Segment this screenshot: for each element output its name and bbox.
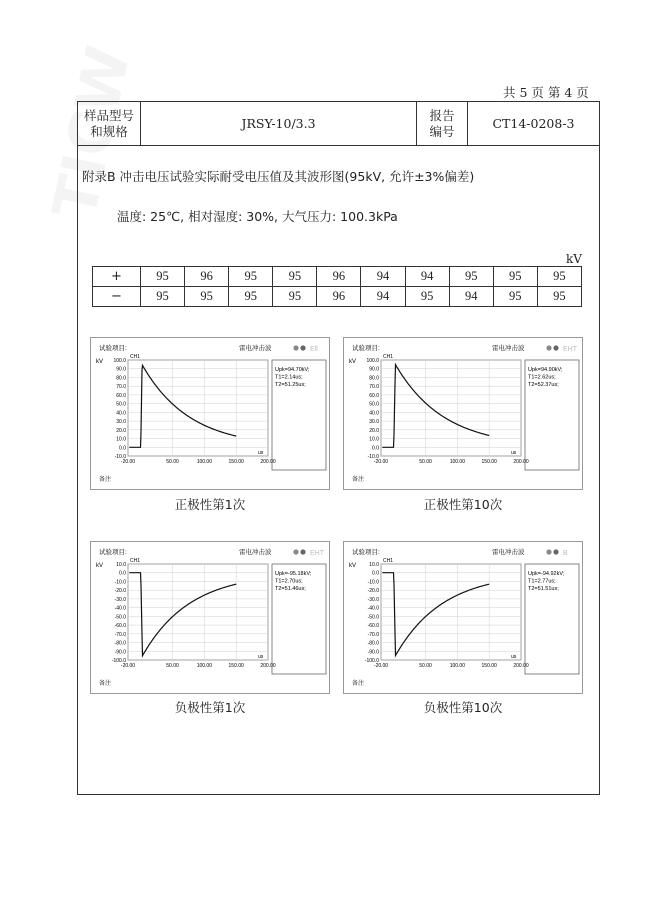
x-tick-label: 150.00 [481, 459, 497, 465]
y-tick-label: 80.0 [116, 375, 126, 382]
y-unit-label: kV [96, 359, 104, 365]
y-tick-label: -60.0 [367, 623, 379, 630]
status-dot-icon [300, 345, 305, 350]
reading-text: T2=51.46us; [275, 586, 306, 592]
y-tick-label: -40.0 [367, 605, 379, 612]
waveform-panel [90, 541, 330, 694]
y-tick-label: 0.0 [372, 445, 379, 452]
x-tick-label: 200.00 [513, 663, 529, 669]
y-tick-label: 40.0 [116, 410, 126, 417]
panel-footer-label: 备注 [99, 477, 112, 483]
x-unit-label: us [511, 450, 517, 456]
value-cell: 94 [449, 287, 493, 307]
value-cell: 95 [493, 267, 537, 287]
y-tick-label: 0.0 [372, 570, 379, 577]
panel-footer-label: 备注 [99, 681, 112, 687]
value-cell: 94 [361, 287, 405, 307]
model-label [78, 102, 141, 146]
panel-mode-label: 雷电冲击波 [492, 549, 525, 556]
status-dot-icon [553, 345, 558, 350]
report-label-line1: 报告 [429, 107, 455, 123]
sign-cell: − [93, 287, 141, 307]
panel-status-text: B [563, 550, 568, 557]
page-counter: 共 5 页 第 4 页 [503, 85, 589, 100]
value-cell: 95 [185, 287, 229, 307]
panel-status-text: EHT [563, 346, 577, 353]
panel-status-text: Ell [310, 346, 318, 353]
channel-label: CH1 [383, 354, 394, 360]
y-tick-label: 50.0 [116, 401, 126, 408]
value-cell: 95 [229, 287, 273, 307]
report-label [417, 102, 468, 146]
y-tick-label: 40.0 [369, 410, 379, 417]
x-tick-label: 50.00 [419, 663, 432, 669]
y-tick-label: -30.0 [367, 596, 379, 603]
value-cell: 95 [405, 287, 449, 307]
y-tick-label: 60.0 [369, 392, 379, 399]
reading-text: T2=51.51us; [528, 586, 559, 592]
panel-footer-label: 备注 [352, 477, 365, 483]
x-tick-label: 150.00 [228, 459, 244, 465]
x-tick-label: -20.00 [373, 459, 389, 465]
x-tick-label: 200.00 [260, 663, 276, 669]
panel-title-label: 试验项目: [99, 549, 127, 556]
x-tick-label: -20.00 [120, 459, 136, 465]
waveform-caption: 正极性第10次 [423, 497, 503, 512]
table-row [93, 267, 582, 287]
plot-area [128, 360, 268, 456]
value-cell: 95 [537, 287, 581, 307]
y-tick-label: 70.0 [116, 384, 126, 391]
y-tick-label: 0.0 [119, 570, 126, 577]
y-tick-label: 80.0 [369, 375, 379, 382]
y-tick-label: 30.0 [369, 419, 379, 426]
y-tick-label: -30.0 [114, 596, 126, 603]
x-tick-label: 150.00 [228, 663, 244, 669]
panel-title-label: 试验项目: [99, 345, 127, 352]
reading-text: T2=52.37us; [528, 382, 559, 388]
reading-text: Upk=94.90kV; [528, 367, 563, 373]
waveform-panel [90, 337, 330, 490]
appendix-title: 附录B 冲击电压试验实际耐受电压值及其波形图(95kV, 允许±3%偏差) [82, 169, 475, 184]
x-tick-label: 150.00 [481, 663, 497, 669]
y-tick-label: -80.0 [367, 640, 379, 647]
waveform-plot [91, 542, 331, 695]
channel-label: CH1 [130, 558, 141, 564]
status-dot-icon [553, 549, 558, 554]
y-tick-label: -70.0 [114, 631, 126, 638]
y-tick-label: 100.0 [113, 358, 126, 364]
reading-text: T1=2.77us; [528, 578, 556, 585]
y-tick-label: 50.0 [369, 401, 379, 408]
y-tick-label: 90.0 [369, 366, 379, 373]
y-tick-label: 20.0 [369, 427, 379, 434]
y-tick-label: -10.0 [367, 454, 379, 460]
status-dot-icon [293, 549, 298, 554]
reading-text: Upk=-95.18kV; [275, 571, 312, 577]
channel-label: CH1 [383, 558, 394, 564]
value-cell: 95 [449, 267, 493, 287]
model-label-line1: 样品型号 [83, 107, 134, 123]
value-cell: 94 [361, 267, 405, 287]
x-tick-label: 100.00 [449, 459, 466, 465]
y-unit-label: kV [349, 359, 357, 365]
waveform-plot [344, 542, 584, 695]
report-label-line2: 编号 [429, 123, 455, 139]
status-dot-icon [293, 345, 298, 350]
x-tick-label: 200.00 [260, 459, 276, 465]
sign-cell: + [93, 267, 141, 287]
y-tick-label: -10.0 [114, 579, 126, 586]
reading-text: Upk=-94.92kV; [528, 571, 565, 577]
y-tick-label: -90.0 [114, 649, 126, 656]
y-tick-label: 10.0 [369, 436, 379, 443]
channel-label: CH1 [130, 354, 141, 360]
waveform-caption: 负极性第1次 [174, 700, 246, 715]
y-tick-label: 70.0 [369, 384, 379, 391]
reading-text: T1=2.70us; [275, 578, 303, 585]
x-unit-label: us [258, 450, 264, 456]
x-tick-label: 50.00 [419, 459, 432, 465]
value-cell: 96 [185, 267, 229, 287]
header-table [77, 101, 600, 146]
value-cell: 95 [141, 287, 185, 307]
voltage-table [92, 266, 582, 307]
x-tick-label: 100.00 [196, 459, 213, 465]
unit-label: kV [566, 252, 582, 266]
y-tick-label: -40.0 [114, 605, 126, 612]
reading-text: T1=2.62us; [528, 374, 556, 381]
model-value: JRSY-10/3.3 [141, 102, 417, 146]
y-tick-label: -60.0 [114, 623, 126, 630]
panel-title-label: 试验项目: [352, 549, 380, 556]
panel-mode-label: 雷电冲击波 [492, 345, 525, 352]
x-unit-label: us [258, 654, 264, 660]
x-tick-label: 100.00 [449, 663, 466, 669]
y-tick-label: -80.0 [114, 640, 126, 647]
y-tick-label: -100.0 [364, 658, 379, 664]
y-tick-label: 90.0 [116, 366, 126, 373]
x-tick-label: 200.00 [513, 459, 529, 465]
y-tick-label: 10.0 [116, 562, 126, 568]
y-tick-label: -10.0 [114, 454, 126, 460]
y-unit-label: kV [349, 563, 357, 569]
y-tick-label: -100.0 [111, 658, 126, 664]
waveform-panel [343, 541, 583, 694]
panel-footer-label: 备注 [352, 681, 365, 687]
value-cell: 95 [537, 267, 581, 287]
waveform-caption: 负极性第10次 [423, 700, 503, 715]
y-tick-label: -90.0 [367, 649, 379, 656]
y-tick-label: -70.0 [367, 631, 379, 638]
status-dot-icon [546, 345, 551, 350]
value-cell: 95 [273, 287, 317, 307]
waveform-panel [343, 337, 583, 490]
y-tick-label: 100.0 [366, 358, 379, 364]
waveform-plot [344, 338, 584, 491]
value-cell: 95 [493, 287, 537, 307]
reading-text: T2=51.25us; [275, 382, 306, 388]
x-tick-label: -20.00 [373, 663, 389, 669]
y-tick-label: 30.0 [116, 419, 126, 426]
reading-text: T1=2.14us; [275, 374, 303, 381]
panel-mode-label: 雷电冲击波 [239, 345, 272, 352]
y-tick-label: 0.0 [119, 445, 126, 452]
y-tick-label: 60.0 [116, 392, 126, 399]
y-tick-label: 20.0 [116, 427, 126, 434]
test-conditions: 温度: 25℃, 相对湿度: 30%, 大气压力: 100.3kPa [117, 209, 398, 224]
y-tick-label: -20.0 [114, 588, 126, 595]
waveform-plot [91, 338, 331, 491]
panel-status-text: EHT [310, 550, 324, 557]
value-cell: 96 [317, 287, 361, 307]
value-cell: 94 [405, 267, 449, 287]
value-cell: 95 [273, 267, 317, 287]
panel-title-label: 试验项目: [352, 345, 380, 352]
x-tick-label: 100.00 [196, 663, 213, 669]
table-row [93, 287, 582, 307]
value-cell: 96 [317, 267, 361, 287]
x-tick-label: 50.00 [166, 459, 179, 465]
waveform-caption: 正极性第1次 [174, 497, 246, 512]
y-tick-label: -50.0 [114, 614, 126, 621]
x-tick-label: 50.00 [166, 663, 179, 669]
y-tick-label: -10.0 [367, 579, 379, 586]
model-label-line2: 和规格 [90, 123, 128, 139]
y-tick-label: 10.0 [116, 436, 126, 443]
status-dot-icon [300, 549, 305, 554]
panel-mode-label: 雷电冲击波 [239, 549, 272, 556]
y-unit-label: kV [96, 563, 104, 569]
x-unit-label: us [511, 654, 517, 660]
y-tick-label: 10.0 [369, 562, 379, 568]
value-cell: 95 [141, 267, 185, 287]
status-dot-icon [546, 549, 551, 554]
y-tick-label: -50.0 [367, 614, 379, 621]
y-tick-label: -20.0 [367, 588, 379, 595]
value-cell: 95 [229, 267, 273, 287]
x-tick-label: -20.00 [120, 663, 136, 669]
reading-text: Upk=94.70kV; [275, 367, 310, 373]
report-value: CT14-0208-3 [468, 102, 600, 146]
